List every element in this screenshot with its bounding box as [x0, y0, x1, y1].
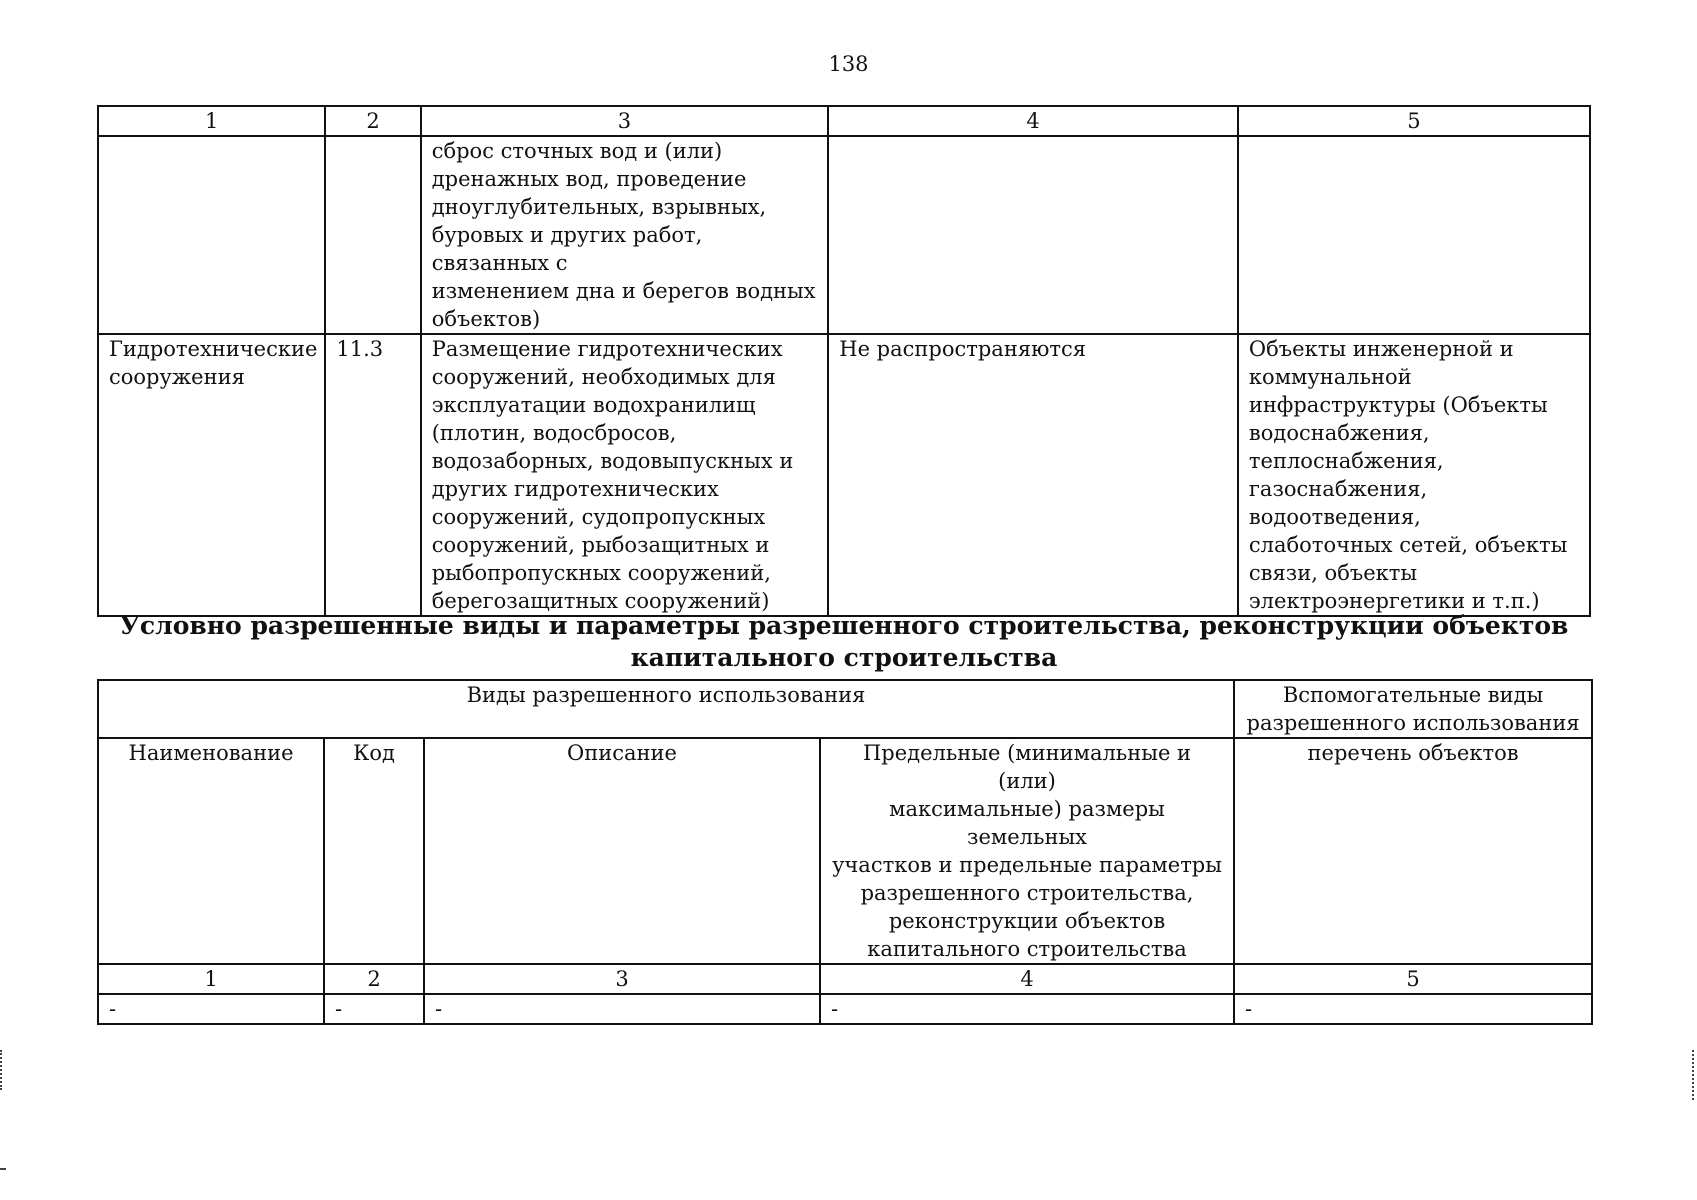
- use-name-cell: Гидротехнические сооружения: [98, 334, 325, 616]
- table1-header-col-2: 2: [325, 106, 420, 136]
- use-parameters-cell: Не распространяются: [828, 334, 1238, 616]
- table2-group-header-row: [98, 680, 1592, 738]
- table-row: [98, 334, 1590, 616]
- scan-margin-mark: [0, 1168, 6, 1170]
- objects-list-column-header: перечень объектов: [1234, 738, 1592, 964]
- table2-number-col-3: 3: [424, 964, 820, 994]
- auxiliary-uses-cell: Объекты инженерной и коммунальной инфраструктуры (Объекты водоснабжения, теплоснабжения, газоснабжения, водоотведения, слаботочных сетей, объекты связи, объекты электроэнергетики и т.п.): [1238, 334, 1590, 616]
- conditionally-permitted-uses-table: [97, 679, 1593, 1025]
- table-row: [98, 994, 1592, 1024]
- table2-number-col-1: 1: [98, 964, 324, 994]
- table-cell: -: [1234, 994, 1592, 1024]
- auxiliary-uses-group-header: Вспомогательные виды разрешенного использования: [1234, 680, 1592, 738]
- scan-margin-mark: [1692, 1050, 1697, 1100]
- table1-header-col-3: 3: [421, 106, 829, 136]
- section-heading: Условно разрешенные виды и параметры разрешенного строительства, реконструкции объектов капитального строительства: [119, 611, 1569, 672]
- parameters-column-header: Предельные (минимальные и (или) максимальные) размеры земельных участков и предельные параметры разрешенного строительства, реконструкции объектов капитального строительства: [820, 738, 1234, 964]
- table1-header-col-5: 5: [1238, 106, 1590, 136]
- description-column-header: Описание: [424, 738, 820, 964]
- use-description-cell: Размещение гидротехнических сооружений, необходимых для эксплуатации водохранилищ (плотин, водосбросов, водозаборных, водовыпускных и других гидротехнических сооружений, судопропускных сооружений, рыбозащитных и рыбопропускных сооружений, берегозащитных сооружений): [421, 334, 829, 616]
- code-column-header: Код: [324, 738, 424, 964]
- table1-header-col-4: 4: [828, 106, 1238, 136]
- use-code-cell: 11.3: [325, 334, 420, 616]
- use-name-cell: [98, 136, 325, 334]
- use-parameters-cell: [828, 136, 1238, 334]
- table1-header-col-1: 1: [98, 106, 325, 136]
- permitted-uses-group-header: Виды разрешенного использования: [98, 680, 1234, 738]
- auxiliary-uses-cell: [1238, 136, 1590, 334]
- scan-margin-mark: [0, 1050, 6, 1090]
- table2-number-col-2: 2: [324, 964, 424, 994]
- table-cell: -: [324, 994, 424, 1024]
- table-row: [98, 136, 1590, 334]
- table-cell: -: [424, 994, 820, 1024]
- use-description-cell: сброс сточных вод и (или) дренажных вод, проведение дноуглубительных, взрывных, буровых и других работ, связанных с изменением дна и берегов водных объектов): [421, 136, 829, 334]
- table1-number-header-row: [98, 106, 1590, 136]
- table-cell: -: [820, 994, 1234, 1024]
- page-number: 138: [828, 52, 869, 76]
- table2-number-col-5: 5: [1234, 964, 1592, 994]
- table2-column-header-row: [98, 738, 1592, 964]
- table2-number-row: [98, 964, 1592, 994]
- table2-number-col-4: 4: [820, 964, 1234, 994]
- use-code-cell: [325, 136, 420, 334]
- permitted-uses-table-continuation: [97, 105, 1591, 617]
- name-column-header: Наименование: [98, 738, 324, 964]
- table-cell: -: [98, 994, 324, 1024]
